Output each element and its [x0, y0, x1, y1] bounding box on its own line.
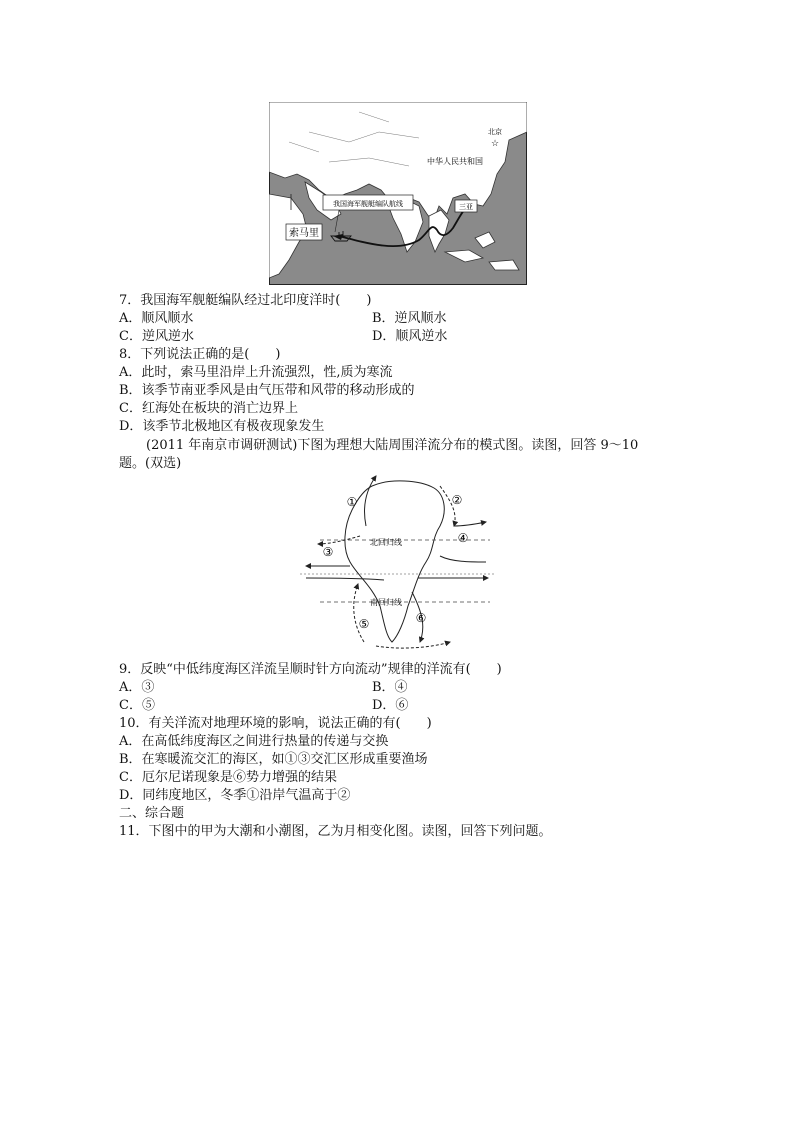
- q10-option-a[interactable]: A．在高低纬度海区之间进行热量的传递与交换: [119, 734, 389, 749]
- navy-route-map: [269, 102, 527, 285]
- current-4: [440, 556, 486, 562]
- current-top-arrow: [454, 522, 486, 526]
- q10-option-b[interactable]: B．在寒暖流交汇的海区，如①③交汇区形成重要渔场: [119, 752, 428, 767]
- ocean-current-diagram: [300, 466, 496, 652]
- q7-option-c[interactable]: C．逆风逆水: [119, 329, 194, 344]
- capital-star-icon: ☆: [490, 139, 500, 149]
- q9-stem: 9．反映“中低纬度海区洋流呈顺时针方向流动”规律的洋流有( ): [119, 662, 502, 677]
- south-tropic-label: 南回归线: [370, 598, 402, 607]
- marker-4: ④: [457, 531, 469, 545]
- q11-stem: 11．下图中的甲为大潮和小潮图，乙为月相变化图。读图，回答下列问题。: [119, 824, 552, 839]
- somalia-label: 索马里: [289, 228, 319, 239]
- q7-option-d[interactable]: D．顺风逆水: [372, 329, 448, 344]
- section-2-heading: 二、综合题: [119, 806, 185, 821]
- intro-9-10-line2: 题。(双选): [119, 456, 182, 471]
- q8-stem: 8．下列说法正确的是( ): [119, 347, 281, 362]
- sanya-label: 三亚: [459, 203, 473, 211]
- q10-option-d[interactable]: D．同纬度地区，冬季①沿岸气温高于②: [119, 788, 351, 803]
- q10-option-c[interactable]: C．厄尔尼诺现象是⑥势力增强的结果: [119, 770, 337, 785]
- china-label: 中华人民共和国: [427, 157, 483, 166]
- q8-option-c[interactable]: C．红海处在板块的消亡边界上: [119, 401, 298, 416]
- marker-2: ②: [451, 493, 463, 507]
- route-label: 我国海军舰艇编队航线: [333, 200, 403, 208]
- q9-option-c[interactable]: C．⑤: [119, 698, 155, 713]
- north-tropic-label: 北回归线: [370, 538, 402, 547]
- current-5: [354, 584, 364, 642]
- q8-option-a[interactable]: A．此时，索马里沿岸上升流强烈，性,质为寒流: [119, 365, 393, 380]
- marker-3: ③: [322, 545, 334, 559]
- marker-5: ⑤: [358, 617, 370, 631]
- current-bottom: [376, 642, 450, 648]
- q7-stem: 7．我国海军舰艇编队经过北印度洋时( ): [119, 293, 372, 308]
- q9-option-a[interactable]: A．③: [119, 680, 155, 695]
- q8-option-b[interactable]: B．该季节南亚季风是由气压带和风带的移动形成的: [119, 383, 415, 398]
- q7-option-a[interactable]: A．顺风顺水: [119, 311, 194, 326]
- q9-option-d[interactable]: D．⑥: [372, 698, 409, 713]
- marker-6: ⑥: [415, 611, 427, 625]
- q8-option-d[interactable]: D．该季节北极地区有极夜现象发生: [119, 419, 325, 434]
- intro-9-10-line1: (2011 年南京市调研测试)下图为理想大陆周围洋流分布的模式图。读图，回答 9～10: [146, 438, 639, 453]
- q9-option-b[interactable]: B．④: [372, 680, 408, 695]
- q7-option-b[interactable]: B．逆风顺水: [372, 311, 447, 326]
- marker-1: ①: [346, 495, 358, 509]
- beijing-label: 北京: [488, 128, 502, 136]
- q10-stem: 10．有关洋流对地理环境的影响，说法正确的有( ): [119, 716, 432, 731]
